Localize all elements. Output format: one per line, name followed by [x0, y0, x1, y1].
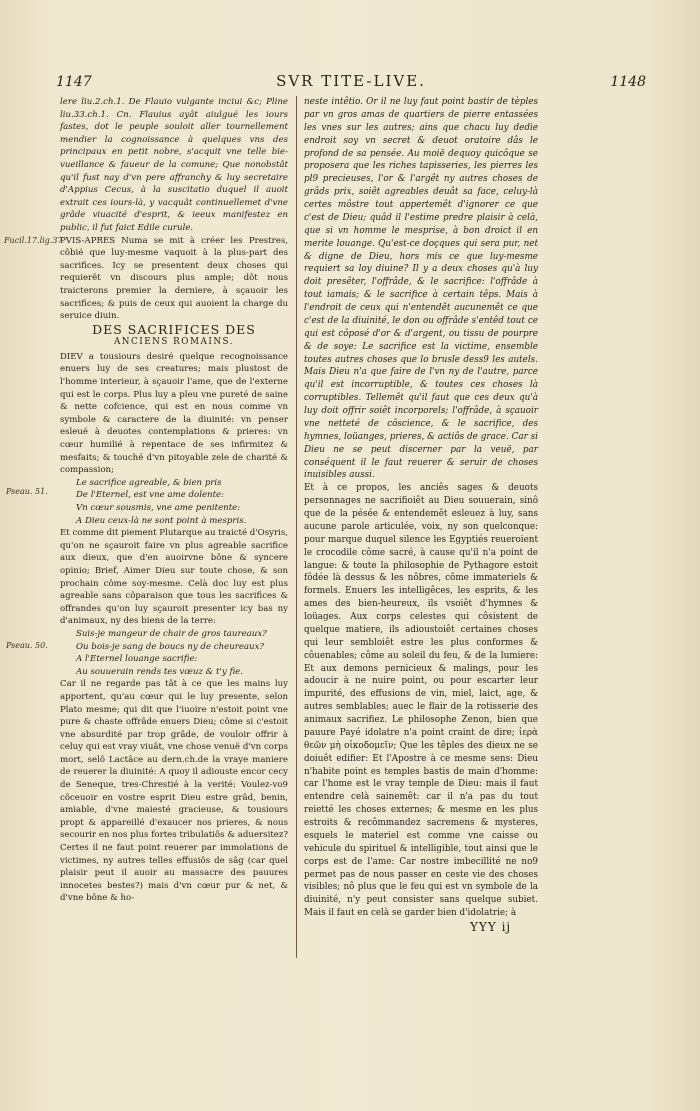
verse-line: De l'Eternel, est vne ame dolente:	[76, 490, 225, 501]
paragraph: Et comme dit piement Plutarque au traicté d'Osyris, qu'on ne sçauroit faire vn plus agreable sacrifice aux dieux, que d'en auoirvne bône & syncere opinio; Brief, Aimer Dieu sur toute chose, & son prochain côme soy-mesme. Celà doc luy est plus agreable sans côparaison que tous les sacrifices & offrandes qu'on luy sçauroit presenter icy bas ny d'animaux, ny des biens de la terre:	[60, 528, 288, 627]
paragraph: lere liu.2.ch.1. De Flauio vulgante inciui &c; Pline liu.33.ch.1. Cn. Flauius ayât aiulgué les iours fastes, dot le peuple souloit aller tournellement mendier la cognoissance à quelques vns des principaux en petit nobre, s'acquit vne telle bie-vueillance & faueur de la comune; Que nonobstât qu'il fust nay d'vn pere affranchy & luy secretaire d'Appius Cecus, à la suscitatio duquel il auoit extrait ces iours-là, y vacquât continuellemet d'vne grâde viuacité d'esprit, & ieeux manifestez en public, il fut faict Edile curule.	[60, 97, 288, 233]
paragraph: neste intêtio. Or il ne luy faut point bastir de tèples par vn gros amas de quartiers de pierre entassées les vnes sur les autres; ains que chacu luy dedie endroit soy vn secret & deuot oratoire dâs le profond de sa pensée. Au moië dequoy quicôque se proposera que les riches tapisseries, les pierres les pl9 precieuses, l'or & l'argêt ny autres choses de grâds prix, soiêt agreables deuât sa face, celuy-là certes môstre tout appertemêt d'ignorer ce que c'est de Dieu; quâd il l'estime predre plaisir à celà, que si vn homme le mesprise, à bon droict il en merite louange. Qu'est-ce doçques qui sera pur, net & digne de Dieu, hors mis ce que luy-mesme requiert sa loy diuine? Il y a deux choses qu'à luy doit presêter, l'offrâde, & le sacrifice: l'offrâde à tout iamais; & le sacrifice à certain têps. Mais à l'endroit de ceux qui n'entendêt aucunemêt ce que c'est de la diuinité, le don ou offrâde s'entêd tout ce qui est côposé d'or & d'argent, ou tissu de pourpre & de soye: Le sacrifice est la victime, ensemble toutes autres choses que lo brusle dess9 les autels. Mais Dieu n'a que faire de l'vn ny de l'autre, parce qu'il est incorruptible, & toutes ces choses là corruptibles. Tellemêt qu'il faut que ces deux qu'à luy doit offrir soiêt incorporels; l'offrâde, à sçauoir vne netteté de côscience, & le sacrifice, des hymnes, loüanges, prieres, & actiôs de grace. Car si Dieu ne se peut discerner par la veuë, par conséquent il le faut reuerer & seruir de choses inuisibles aussi.	[304, 97, 538, 481]
paragraph: PVIS-APRES Numa se mit à créer les Prestres, côbié que luy-mesme vaquoit à la plus-part des sacrifices. Icy se presentent deux choses qui requierêt vn discours plus ample; dôt nous traicterons premier la derniere, à sçauoir les sacrifices; & puis de ceux qui auoient la charge du seruice diuin.	[60, 235, 288, 322]
catchword: YYY ij	[470, 920, 512, 934]
running-header	[56, 72, 646, 94]
margin-note: Pseau. 50.	[6, 641, 48, 650]
running-title: SVR TITE-LIVE.	[276, 72, 426, 90]
verse-line: Ou bois-je sang de boucs ny de cheureaux?	[76, 641, 265, 652]
verse-line: Au souuerain rends tes vœuz & t'y fie.	[76, 666, 243, 677]
paragraph: DIEV a tousiours desiré quelque recognoissance enuers luy de ses creatures; mais plustost de l'homme interieur, à sçauoir l'ame, que de l'externe qui est le corps. Plus luy a pleu vne pureté de saine & nette cofcience, qui est en nous comme vn symbole & caractere de la diuinité: vn penser esleué à deuotes contemplations & prieres: vn cœur humilié à repentace de ses infirmitez & mesfaits; & touché d'vn pitoyable zele de charité & compassion;	[60, 351, 288, 476]
verse-line: A l'Eternel louange sacrifie:	[76, 654, 198, 665]
page-number-right: 1148	[610, 74, 646, 90]
left-column	[60, 96, 288, 905]
page-number-left: 1147	[56, 74, 92, 90]
paragraph: Car il ne regarde pas tât à ce que les mains luy apportent, qu'au cœur qui le luy presente, selon Plato mesme; qui dit que l'iuoire n'estoit point vne pure & chaste offrâde enuers Dieu; côme si c'estoit vne absurdité par trop grâde, de vouloir offrir à celuy qui est vray viuât, vne chose venuë d'vn corps mort, selô Lactâce au dern.ch.de la vraye maniere de reuerer la diuinité: A quoy il adiouste encor cecy de Seneque, tres-Chrestié à la verité: Voulez-vo9 côceuoir en vostre esprit Dieu estre grâd, benin, amiable, d'vne maiesté gracieuse, & tousiours propt & appareillé d'exaucer nos prieres, & nous secourir en nos plus fortes tribulatiôs & aduersitez? Certes il ne faut point reuerer par immolations de victimes, ny autres telles effusiôs de sâg (car quel plaisir peut il auoir au massacre des pauures innocetes bestes?) mais d'vn cœur pur & net, & d'vne bône & ho-	[60, 679, 288, 904]
verse-line: Suis-je mangeur de chair de gros taureaux?	[76, 628, 267, 639]
right-column	[304, 96, 538, 920]
column-divider	[296, 96, 297, 958]
verse-line: A Dieu ceux-là ne sont point à mespris.	[76, 515, 247, 526]
verse-line: Le sacrifice agreable, & bien pris	[76, 477, 222, 488]
section-subheading: ANCIENS ROMAINS.	[113, 337, 235, 348]
paragraph: Et à ce propos, les anciês sages & deuots personnages ne sacrifioiêt au Dieu souuerain, sinô que de la pésée & entendemêt esleuez à luy, sans aucune parole articulée, voix, ny son quelconque: pour marque duquel silence les Egyptiés reueroient le crocodile côme sacré, à cause qu'il n'a point de langue: & toute la philosophie de Pythagore estoit fôdée là dessus & les nôbres, côme immateriels & formels. Enuers les intelligêces, les esprits, & les ames des bien-heureux, ils vsoiêt d'hymnes & loüages. Aux corps celestes qui côsistent de quelque matiere, ils adioustoiêt certaines choses qui leur sembloiêt estre les plus conformes & côuenables; côme au soleil du feu, & de la lumiere: Et aux demons pernicieux & malings, pour les adoucir à ne nuire point, ou pour escarter leur impurité, des effusions de vin, miel, laict, age, & autres semblables; auec le flair de la rotisserie des animaux sacrifiez. Le philosophe Zenon, bien que pauure Payé idolatre n'a point craint de dire; ἱερὰ θεῶν μὴ οἰκοδομεῖν; Que les têples des dieux ne se doiuêt edifier: Et l'Apostre à ce mesme sens: Dieu n'habite point es temples bastis de main d'homme: car l'home est le vray temple de Dieu: mais il faut entendre celà sainemêt: car il n'a pas du tout reietté les choses externes; & mesme en les plus estroits & recômmandez sacremens & mysteres, esquels le materiel est comme vne caisse ou vehicule du spirituel & intelligible, tout ainsi que le corps est de l'ame: Car nostre imbecillité ne no9 permet pas de nous passer en ceste vie des choses visibles; nô plus que le feu qui est vn symbole de la diuinité, n'y peut consister sans quelque subiet. Mais il faut en celà se garder bien d'idolatrie; à	[304, 483, 538, 919]
verse-line: Vn cœur sousmis, vne ame penitente:	[76, 503, 241, 513]
margin-note: Pseau. 51.	[6, 487, 48, 496]
section-heading: DES SACRIFICES DES	[92, 321, 256, 337]
margin-note: Fucil.17.lig.37	[4, 236, 63, 245]
